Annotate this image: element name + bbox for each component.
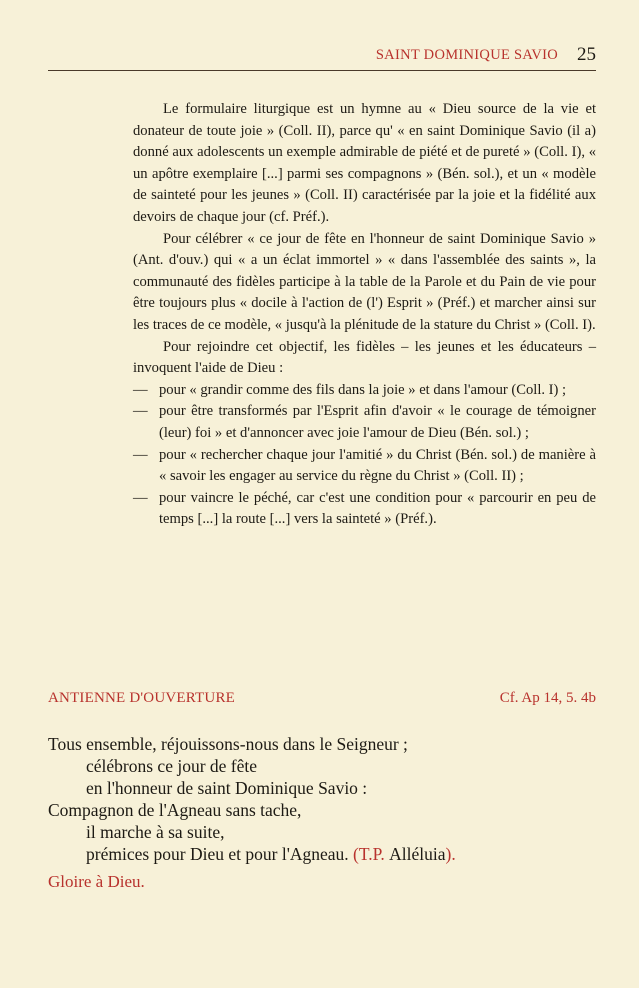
antiphon-text [48, 733, 608, 865]
paren-open: ( [353, 844, 359, 864]
antiphon-line: Compagnon de l'Agneau sans tache, [48, 800, 302, 820]
dash-marker: — [133, 489, 148, 506]
intentions-list [133, 380, 596, 531]
antiphon-line: il marche à sa suite, [86, 822, 225, 842]
page-header [48, 44, 596, 71]
list-item-text: pour « rechercher chaque jour l'amitié » du Christ (Bén. sol.) de manière à « savoir les engager au service du règne du Christ » (Coll. II) ; [159, 446, 596, 485]
paragraph: Le formulaire liturgique est un hymne au « Dieu source de la vie et donateur de toute joie » (Coll. II), parce qu' « en saint Dominique Savio (il a) donné aux adolescents un exemple admirable de piété et de pureté » (Coll. I), « un apôtre exemplaire [...] parmi ses compagnons » (Bén. sol.), et un « modèle de sainteté pour les jeunes » (Coll. II) caractérisée par la joie et la fidélité aux devoirs de chaque jour (cf. Préf.). [133, 101, 596, 225]
antiphon-reference: Cf. Ap 14, 5. 4b [499, 690, 596, 706]
paragraph: Pour célébrer « ce jour de fête en l'honneur de saint Dominique Savio » (Ant. d'ouv.) qui « a un éclat immortel » « dans l'assemblée des saints », la communauté des fidèles participe à la table de la Parole et du Pain de vie pour être toujours plus « docile à l'action de (l') Esprit » (Préf.) et marcher ainsi sur les traces de ce modèle, « jusqu'à la plénitude de la stature du Christ » (Coll. I). [133, 230, 596, 333]
antiphon-line-last [48, 843, 608, 865]
antiphon-line: en l'honneur de saint Dominique Savio : [86, 778, 368, 798]
paragraph: Pour rejoindre cet objectif, les fidèles – les jeunes et les éducateurs – invoquent l'aide de Dieu : [133, 338, 596, 377]
dash-marker: — [133, 381, 148, 398]
paren-close: ). [445, 844, 456, 864]
antiphon-heading [48, 690, 596, 712]
list-item [133, 488, 596, 531]
dash-marker: — [133, 403, 148, 420]
antiphon-line: célébrons ce jour de fête [86, 756, 258, 776]
list-item [133, 401, 596, 444]
page-number: 25 [577, 44, 596, 65]
commentary-text [133, 99, 596, 531]
antiphon-title: ANTIENNE D'OUVERTURE [48, 690, 236, 706]
gloria-rubric: Gloire à Dieu. [48, 872, 145, 891]
list-item [133, 445, 596, 488]
list-item-text: pour être transformés par l'Esprit afin d'avoir « le courage de témoigner (leur) foi » et d'annoncer avec joie l'amour de Dieu (Bén. sol.) ; [159, 403, 596, 441]
antiphon-line: Tous ensemble, réjouissons-nous dans le Seigneur ; [48, 734, 408, 754]
dash-marker: — [133, 446, 148, 463]
antiphon-line-text: prémices pour Dieu et pour l'Agneau. [86, 844, 349, 864]
list-item [133, 380, 596, 402]
running-title: SAINT DOMINIQUE SAVIO [375, 47, 558, 63]
list-item-text: pour vaincre le péché, car c'est une condition pour « parcourir en peu de temps [...] la route [...] vers la sainteté » (Préf.). [159, 489, 596, 528]
tp-label: T.P. [358, 844, 385, 864]
list-item-text: pour « grandir comme des fils dans la joie » et dans l'amour (Coll. I) ; [159, 381, 567, 398]
alleluia-text: Alléluia [389, 844, 446, 864]
